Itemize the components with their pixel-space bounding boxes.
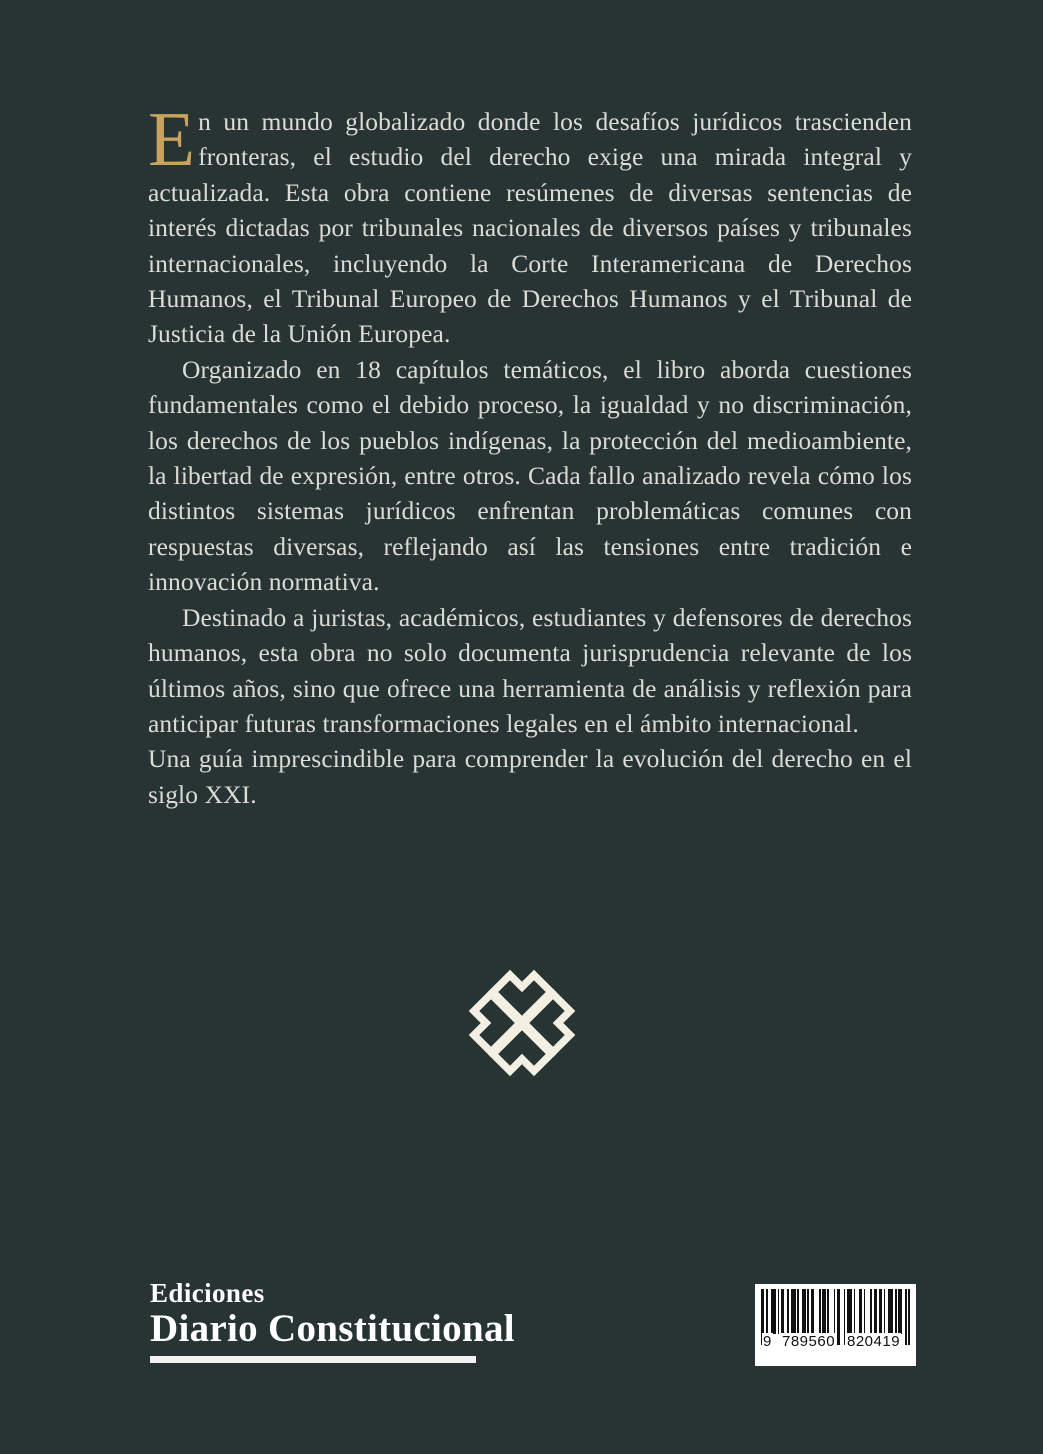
drop-cap-letter: E (148, 96, 196, 182)
publisher-underline-rule (150, 1356, 476, 1363)
publisher-name-line2: Diario Constitucional (150, 1307, 515, 1350)
barcode-digit-group-2: 789560 (782, 1333, 836, 1350)
blurb-paragraph-1 (148, 96, 912, 352)
barcode-digit-group-1: 9 (763, 1333, 772, 1350)
publisher-logo (150, 1278, 550, 1363)
blurb-paragraph-3: Destinado a juristas, académicos, estudiantes y defensores de derechos humanos, esta obra no solo documenta jurisprudencia relevante de los últimos años, sino que ofrece una herramienta de análisis y reflexión para anticipar futuras transformaciones legales en el ámbito internacional. (148, 602, 912, 738)
isbn-barcode (755, 1284, 916, 1366)
barcode-digit-group-3: 820419 (847, 1333, 901, 1350)
ornament-container (0, 955, 1043, 1091)
blurb-paragraph-4: Una guía imprescindible para comprender la evolución del derecho en el siglo XXI. (148, 744, 912, 809)
back-cover-blurb (148, 96, 912, 812)
barcode-digits (761, 1333, 910, 1365)
publisher-name-line1: Ediciones (150, 1278, 265, 1308)
blurb-paragraph-2: Organizado en 18 capítulos temáticos, el libro aborda cuestiones fundamentales como el debido proceso, la igualdad y no discriminación, los derechos de los pueblos indígenas, la protección del medioambiente, la libertad de expresión, entre otros. Cada fallo analizado revela cómo los distintos sistemas jurídicos enfrentan problemáticas comunes con respuestas diversas, reflejando así las tensiones entre tradición e innovación normativa. (148, 354, 912, 597)
blurb-paragraph-1-text: n un mundo globalizado donde los desafíos jurídicos trascienden fronteras, el estudio del derecho exige una mirada integral y actualizada. Esta obra contiene resúmenes de diversas sentencias de interés dictadas por tribunales nacionales de diversos países y tribunales internacionales, incluyendo la Corte Interamericana de Derechos Humanos, el Tribunal Europeo de Derechos Humanos y el Tribunal de Justicia de la Unión Europea. (148, 107, 912, 349)
four-petal-diamond-ornament-icon (454, 955, 590, 1091)
